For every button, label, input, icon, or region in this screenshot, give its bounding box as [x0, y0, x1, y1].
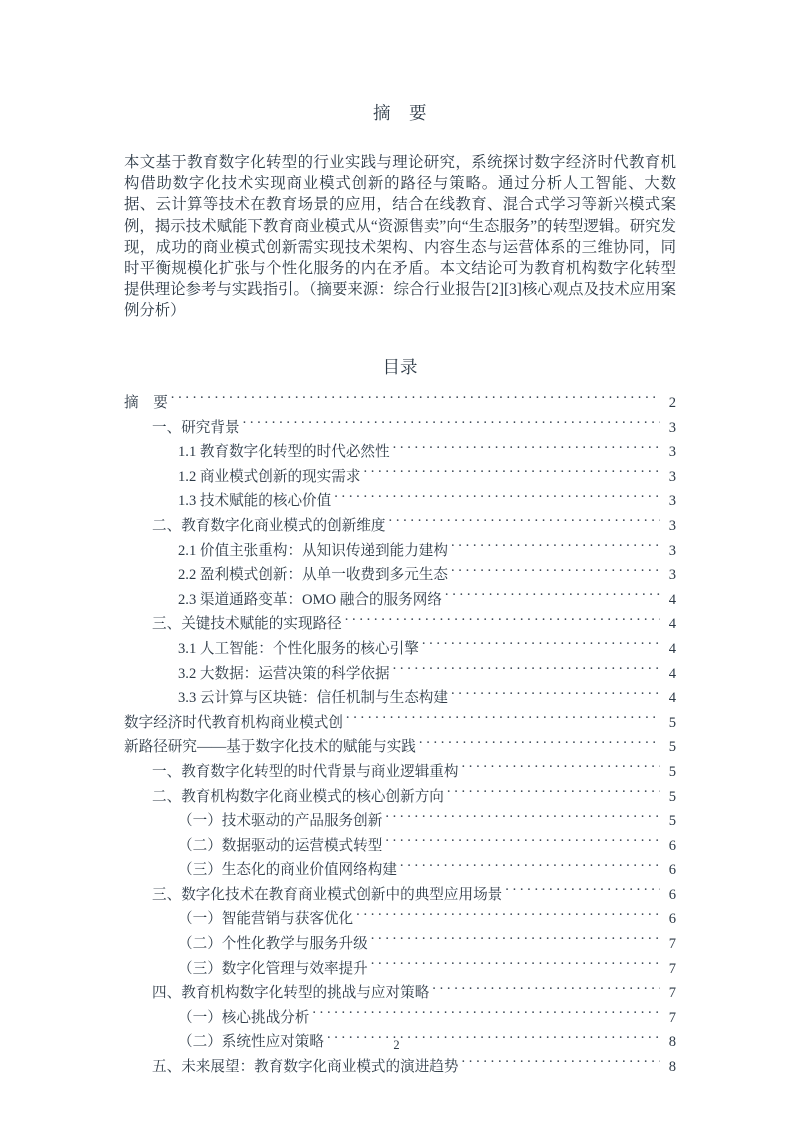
toc-entry-page: 5	[668, 788, 676, 805]
toc-entry[interactable]	[124, 981, 676, 1006]
toc-leader-dots	[445, 589, 660, 604]
toc-entry[interactable]	[124, 907, 676, 932]
toc-leader-dots	[419, 737, 660, 752]
toc-entry[interactable]	[124, 662, 676, 687]
toc-entry-label: 1.3 技术赋能的核心价值	[178, 493, 332, 510]
abstract-paragraph: 本文基于教育数字化转型的行业实践与理论研究，系统探讨数字经济时代教育机构借助数字化技术实现商业模式创新的路径与策略。通过分析人工智能、大数据、云计算等技术在教育场景的应用，结合在线教育、混合式学习等新兴模式案例，揭示技术赋能下教育商业模式从“资源售卖”向“生态服务”的转型逻辑。研究发现，成功的商业模式创新需实现技术架构、内容生态与运营体系的三维协同，同时平衡规模化扩张与个性化服务的内在矛盾。本文结论可为教育机构数字化转型提供理论参考与实践指引。（摘要来源：综合行业报告[2][3]核心观点及技术应用案例分析）	[124, 154, 676, 320]
toc-entry-page: 7	[668, 1009, 676, 1026]
toc-leader-dots	[400, 860, 660, 875]
toc-entry-label: 三、关键技术赋能的实现路径	[152, 616, 342, 633]
toc-leader-dots	[451, 688, 660, 703]
toc-entry-label: 1.2 商业模式创新的现实需求	[178, 468, 361, 485]
toc-leader-dots	[451, 540, 660, 555]
toc-entry[interactable]	[124, 760, 676, 785]
toc-entry-page: 6	[668, 837, 676, 854]
toc-entry[interactable]	[124, 1055, 676, 1080]
toc-entry[interactable]	[124, 809, 676, 834]
toc-entry[interactable]	[124, 686, 676, 711]
toc-entry-page: 4	[668, 616, 676, 633]
toc-heading: 目录	[382, 357, 418, 377]
toc-leader-dots	[432, 983, 660, 998]
toc-entry-label: （三）生态化的商业价值网络构建	[178, 862, 397, 879]
toc-entry-label: 1.1 教育数字化转型的时代必然性	[178, 444, 390, 461]
toc-entry-page: 6	[668, 911, 676, 928]
toc-entry[interactable]	[124, 637, 676, 662]
toc-leader-dots	[385, 811, 660, 826]
toc-entry-label: 3.1 人工智能：个性化服务的核心引擎	[178, 640, 419, 657]
toc-entry-page: 3	[668, 567, 676, 584]
toc-entry[interactable]	[124, 539, 676, 564]
toc-leader-dots	[312, 1007, 660, 1022]
toc-entry-page: 4	[668, 690, 676, 707]
toc-entry-label: （一）核心挑战分析	[178, 1009, 310, 1026]
toc-entry-page: 3	[668, 517, 676, 534]
toc-entry[interactable]	[124, 785, 676, 810]
toc-entry-page: 5	[668, 763, 676, 780]
toc-entry[interactable]	[124, 957, 676, 982]
toc-leader-dots	[461, 1056, 660, 1071]
toc-entry-label: （二）数据驱动的运营模式转型	[178, 837, 383, 854]
toc-entry-label: （一）智能营销与获客优化	[178, 911, 354, 928]
toc-entry[interactable]	[124, 563, 676, 588]
toc-entry-label: 摘 要	[124, 395, 168, 411]
toc-entry-list	[124, 391, 676, 1080]
toc-entry-page: 5	[668, 714, 676, 731]
toc-leader-dots	[345, 614, 660, 629]
toc-entry-page: 4	[668, 640, 676, 657]
toc-leader-dots	[505, 884, 660, 899]
toc-entry-label: 新路径研究——基于数字化技术的赋能与实践	[124, 739, 416, 756]
abstract-heading: 摘 要	[373, 103, 427, 123]
toc-entry-page: 7	[668, 936, 676, 953]
toc-leader-dots	[385, 835, 660, 850]
toc-entry[interactable]	[124, 514, 676, 539]
toc-entry[interactable]	[124, 834, 676, 859]
toc-leader-dots	[461, 761, 660, 776]
toc-leader-dots	[363, 466, 660, 481]
toc-entry-label: 三、数字化技术在教育商业模式创新中的典型应用场景	[152, 886, 503, 903]
toc-leader-dots	[171, 392, 660, 407]
toc-entry-label: 一、研究背景	[152, 419, 240, 436]
toc-entry-page: 3	[668, 468, 676, 485]
page-number: 2	[393, 1038, 400, 1052]
toc-entry[interactable]	[124, 612, 676, 637]
toc-entry-label: 2.2 盈利模式创新：从单一收费到多元生态	[178, 567, 448, 584]
toc-entry-label: 四、教育机构数字化转型的挑战与应对策略	[152, 985, 430, 1002]
toc-leader-dots	[371, 933, 660, 948]
toc-entry-page: 3	[668, 542, 676, 559]
toc-entry[interactable]	[124, 711, 676, 736]
toc-leader-dots	[356, 909, 660, 924]
toc-entry-label: （三）数字化管理与效率提升	[178, 960, 368, 977]
toc-entry-page: 3	[668, 419, 676, 436]
toc-entry-page: 8	[668, 1059, 676, 1076]
toc-leader-dots	[389, 515, 660, 530]
toc-entry-label: 二、教育数字化商业模式的创新维度	[152, 517, 386, 534]
toc-entry-page: 6	[668, 862, 676, 879]
toc-entry-page: 3	[668, 493, 676, 510]
abstract-section	[124, 100, 676, 322]
toc-entry[interactable]	[124, 465, 676, 490]
toc-entry-page: 6	[668, 886, 676, 903]
toc-entry[interactable]	[124, 588, 676, 613]
toc-entry-label: 2.1 价值主张重构：从知识传递到能力建构	[178, 542, 448, 559]
toc-entry-label: 一、教育数字化转型的时代背景与商业逻辑重构	[152, 763, 459, 780]
toc-leader-dots	[451, 565, 660, 580]
toc-entry-page: 5	[668, 739, 676, 756]
toc-leader-dots	[334, 491, 660, 506]
toc-leader-dots	[346, 712, 660, 727]
toc-entry-label: （二）个性化教学与服务升级	[178, 936, 368, 953]
toc-entry-page: 4	[668, 665, 676, 682]
toc-entry-page: 5	[668, 813, 676, 830]
toc-leader-dots	[447, 786, 660, 801]
toc-entry[interactable]	[124, 883, 676, 908]
toc-entry[interactable]	[124, 735, 676, 760]
toc-leader-dots	[393, 442, 660, 457]
table-of-contents	[124, 355, 676, 1080]
toc-entry-label: 数字经济时代教育机构商业模式创	[124, 714, 343, 731]
toc-leader-dots	[393, 663, 660, 678]
toc-entry-label: 二、教育机构数字化商业模式的核心创新方向	[152, 788, 444, 805]
toc-entry-page: 7	[668, 985, 676, 1002]
toc-leader-dots	[243, 417, 660, 432]
toc-entry[interactable]	[124, 858, 676, 883]
toc-entry-label: 2.3 渠道通路变革：OMO 融合的服务网络	[178, 591, 442, 608]
toc-entry-page: 7	[668, 960, 676, 977]
toc-entry[interactable]	[124, 1006, 676, 1031]
toc-entry-label: 3.3 云计算与区块链：信任机制与生态构建	[178, 690, 448, 707]
toc-entry-label: （一）技术驱动的产品服务创新	[178, 813, 383, 830]
toc-entry[interactable]	[124, 440, 676, 465]
toc-entry-page: 3	[668, 444, 676, 461]
toc-entry-label: 3.2 大数据：运营决策的科学依据	[178, 665, 390, 682]
toc-entry[interactable]	[124, 489, 676, 514]
toc-entry-label: （二）系统性应对策略	[178, 1034, 324, 1051]
toc-entry-page: 8	[668, 1034, 676, 1051]
toc-entry[interactable]	[124, 932, 676, 957]
toc-entry[interactable]	[124, 391, 676, 416]
toc-entry-page: 2	[668, 395, 676, 411]
toc-entry[interactable]	[124, 416, 676, 441]
toc-leader-dots	[422, 638, 660, 653]
toc-leader-dots	[371, 958, 660, 973]
toc-entry-page: 4	[668, 591, 676, 608]
toc-entry-label: 五、未来展望：教育数字化商业模式的演进趋势	[152, 1059, 459, 1076]
